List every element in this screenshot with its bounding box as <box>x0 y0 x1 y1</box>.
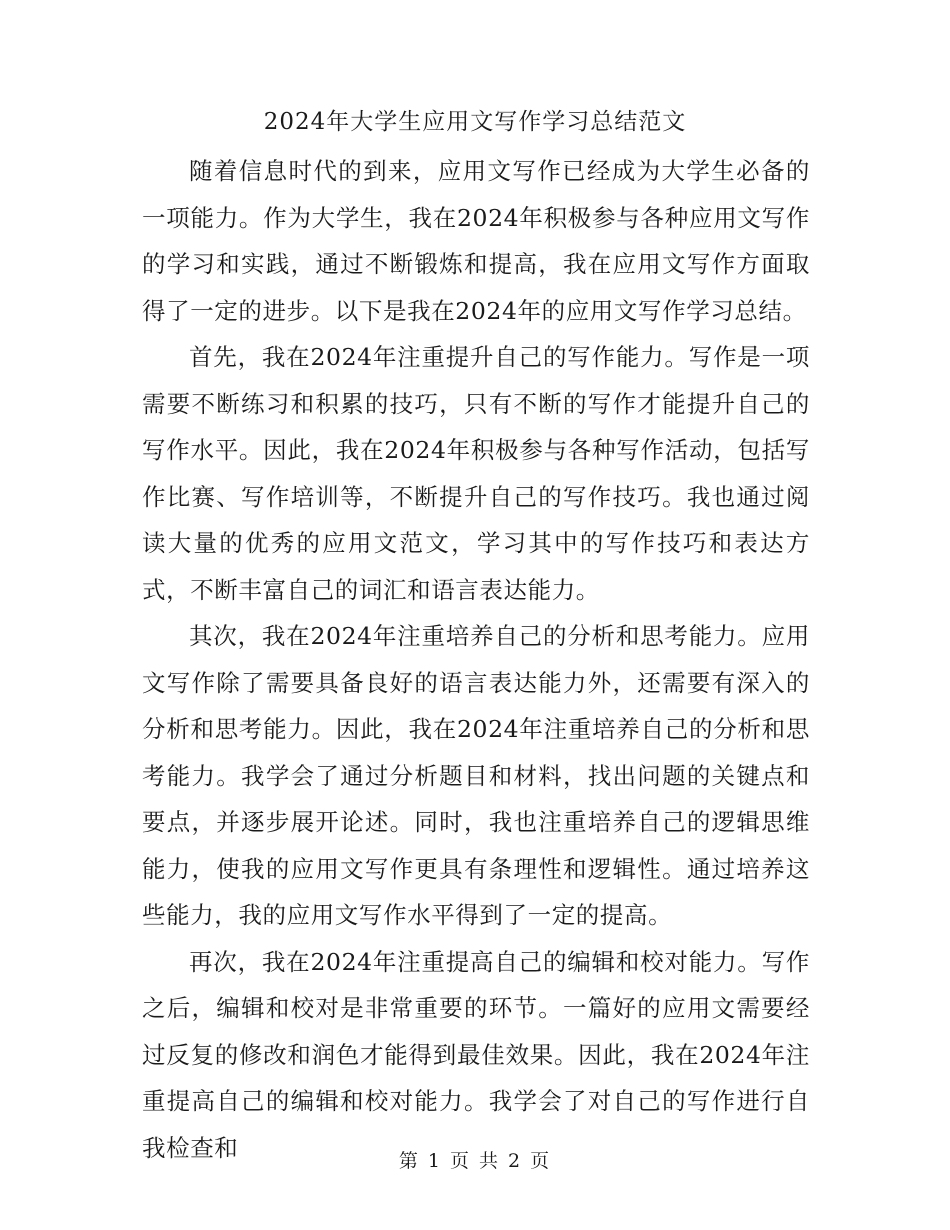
paragraph-intro: 随着信息时代的到来，应用文写作已经成为大学生必备的一项能力。作为大学生，我在2024年积极参与各种应用文写作的学习和实践，通过不断锻炼和提高，我在应用文写作方面取得了一定的进步。以下是我在2024年的应用文写作学习总结。 <box>142 157 810 325</box>
document-title: 2024年大学生应用文写作学习总结范文 <box>263 109 687 135</box>
document-body <box>142 148 810 1171</box>
paragraph-first: 首先，我在2024年注重提升自己的写作能力。写作是一项需要不断练习和积累的技巧，只有不断的写作才能提升自己的写作水平。因此，我在2024年积极参与各种写作活动，包括写作比赛、写作培训等，不断提升自己的写作技巧。我也通过阅读大量的优秀的应用文范文，学习其中的写作技巧和表达方式，不断丰富自己的词汇和语言表达能力。 <box>142 343 810 604</box>
page-number-footer: 第 1 页 共 2 页 <box>398 1150 552 1172</box>
paragraph-third: 再次，我在2024年注重提高自己的编辑和校对能力。写作之后，编辑和校对是非常重要的环节。一篇好的应用文需要经过反复的修改和润色才能得到最佳效果。因此，我在2024年注重提高自己的编辑和校对能力。我学会了对自己的写作进行自我检查和 <box>142 947 810 1162</box>
paragraph-second: 其次，我在2024年注重培养自己的分析和思考能力。应用文写作除了需要具备良好的语言表达能力外，还需要有深入的分析和思考能力。因此，我在2024年注重培养自己的分析和思考能力。我学会了通过分析题目和材料，找出问题的关键点和要点，并逐步展开论述。同时，我也注重培养自己的逻辑思维能力，使我的应用文写作更具有条理性和逻辑性。通过培养这些能力，我的应用文写作水平得到了一定的提高。 <box>142 622 810 929</box>
